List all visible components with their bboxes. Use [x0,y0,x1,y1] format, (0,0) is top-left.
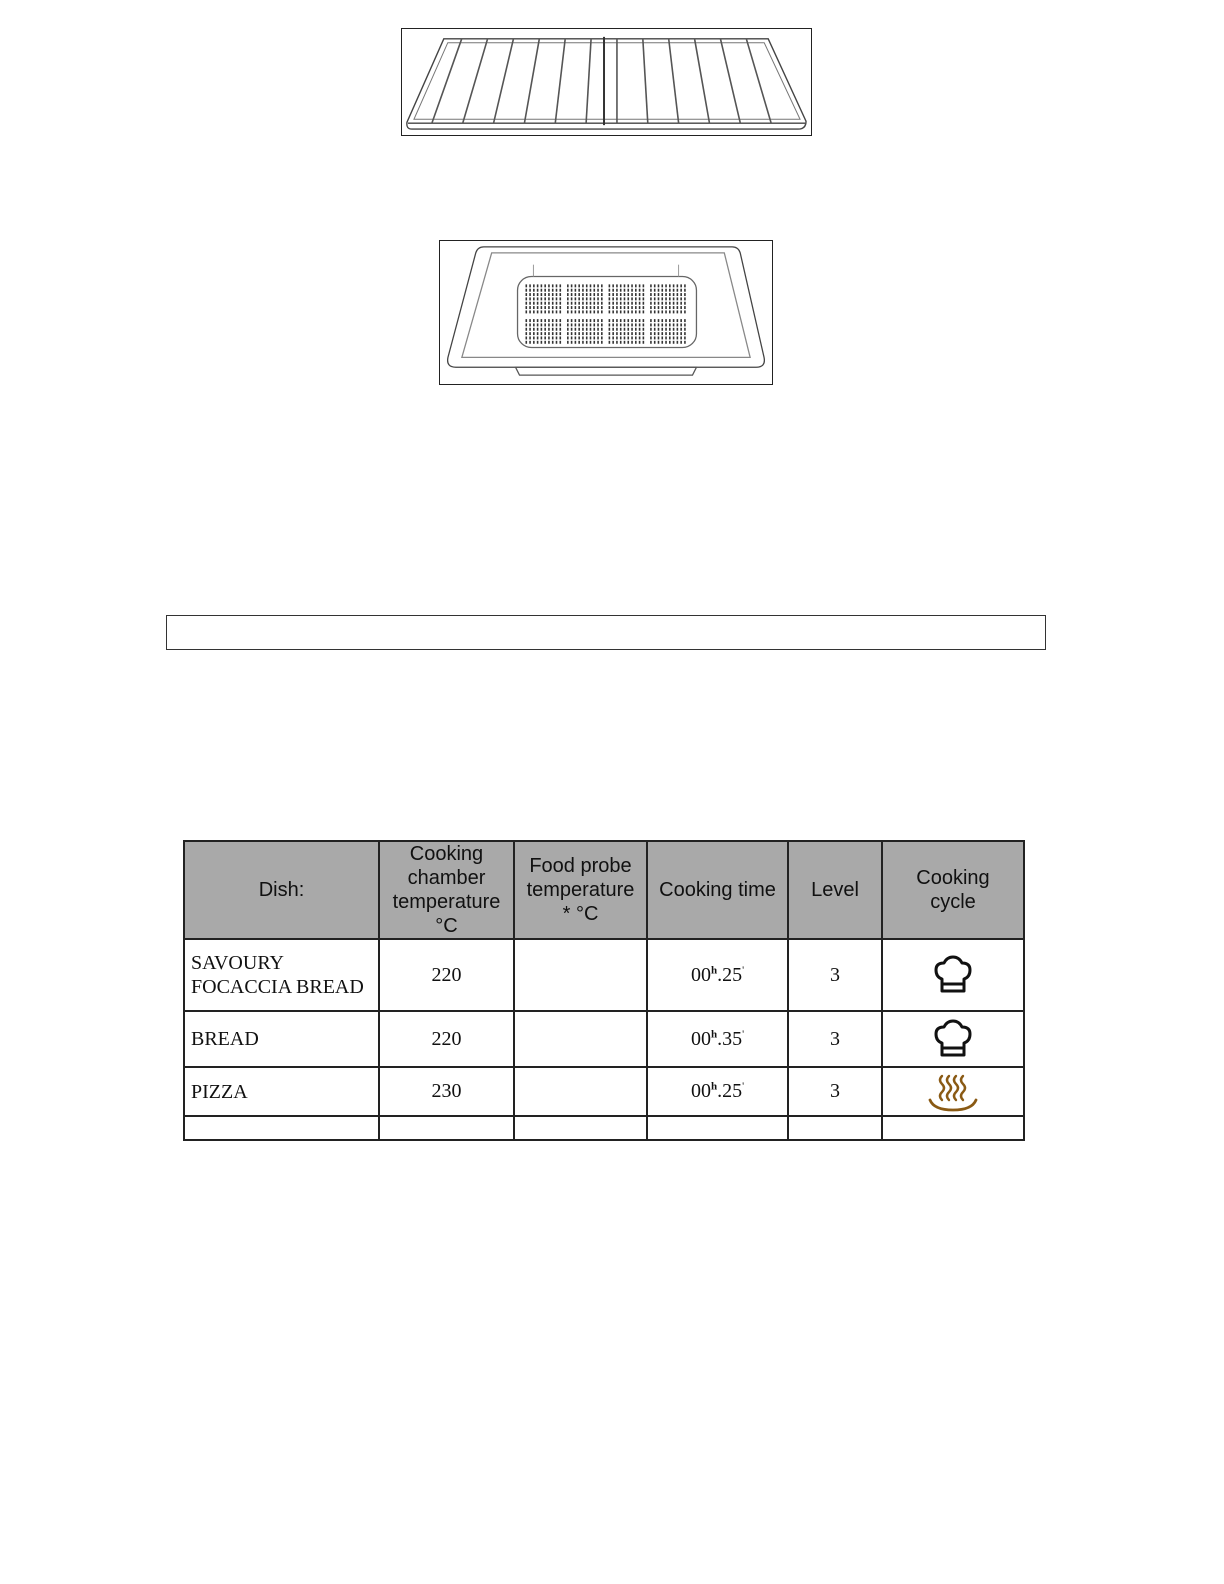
time-hours: 00 [690,963,711,986]
time-minutes: .25 [717,1080,743,1102]
cooking-time-cell [647,939,788,1011]
chamber-temperature-cell: 220 [379,1011,514,1067]
empty-text-box [166,615,1046,650]
cooking-cycle-cell [882,1011,1024,1067]
dish-cell: SAVOURY FOCACCIA BREAD [184,939,379,1011]
time-minutes: .35 [717,1027,743,1050]
time-hours-unit: h [710,963,718,976]
probe-temperature-cell [514,1011,647,1067]
empty-cell [788,1116,882,1140]
cooking-table [183,840,1025,1141]
level-cell: 3 [788,1067,882,1116]
header-cooking-time: Cooking time [647,841,788,939]
header-probe-temperature: Food probe temperature * °C [514,841,647,939]
chamber-temperature-cell: 230 [379,1067,514,1116]
grid-bar [432,39,462,123]
chef-hat-icon [933,1019,973,1059]
time-hours: 00 [690,1080,711,1102]
table-row [184,1067,1024,1116]
empty-cell [184,1116,379,1140]
time-minutes: .25 [717,963,743,986]
empty-cell [379,1116,514,1140]
chef-hat-icon [933,955,973,995]
header-level: Level [788,841,882,939]
grid-bar [586,39,591,123]
cooking-cycle-cell [882,939,1024,1011]
grid-bar [463,39,488,123]
oven-wire-grid-icon [402,29,811,135]
time-minutes-unit: ' [742,1027,745,1040]
probe-temperature-cell [514,1067,647,1116]
header-dish: Dish: [184,841,379,939]
table-header-row [184,841,1024,939]
grid-bar [643,39,648,123]
grid-bar [695,39,710,123]
table-row [184,1011,1024,1067]
cooking-cycle-cell [882,1067,1024,1116]
probe-temperature-cell [514,939,647,1011]
header-cooking-cycle: Cooking cycle [882,841,1024,939]
empty-cell [514,1116,647,1140]
cooking-time-cell [647,1011,788,1067]
header-chamber-temperature: Cooking chamber temperature °C [379,841,514,939]
level-cell: 3 [788,939,882,1011]
time-hours-unit: h [710,1080,718,1093]
dish-cell: PIZZA [184,1067,379,1116]
grid-bar [524,39,539,123]
dish-cell: BREAD [184,1011,379,1067]
level-cell: 3 [788,1011,882,1067]
time-minutes-unit: ' [742,963,745,976]
empty-cell [647,1116,788,1140]
wire-grid-figure [401,28,812,136]
perforated-tray-icon [440,241,772,384]
perforated-tray-figure [439,240,773,385]
time-minutes-unit: ' [742,1080,745,1093]
grid-bar [720,39,740,123]
chamber-temperature-cell: 220 [379,939,514,1011]
table-row [184,939,1024,1011]
cooking-time-cell [647,1067,788,1116]
grid-bar [494,39,514,123]
time-hours: 00 [690,1027,711,1050]
steam-heat-icon [926,1072,980,1112]
grid-bar [746,39,771,123]
time-hours-unit: h [710,1027,718,1040]
empty-cell [882,1116,1024,1140]
grid-bar [669,39,679,123]
grid-bar [555,39,565,123]
table-row [184,1116,1024,1140]
